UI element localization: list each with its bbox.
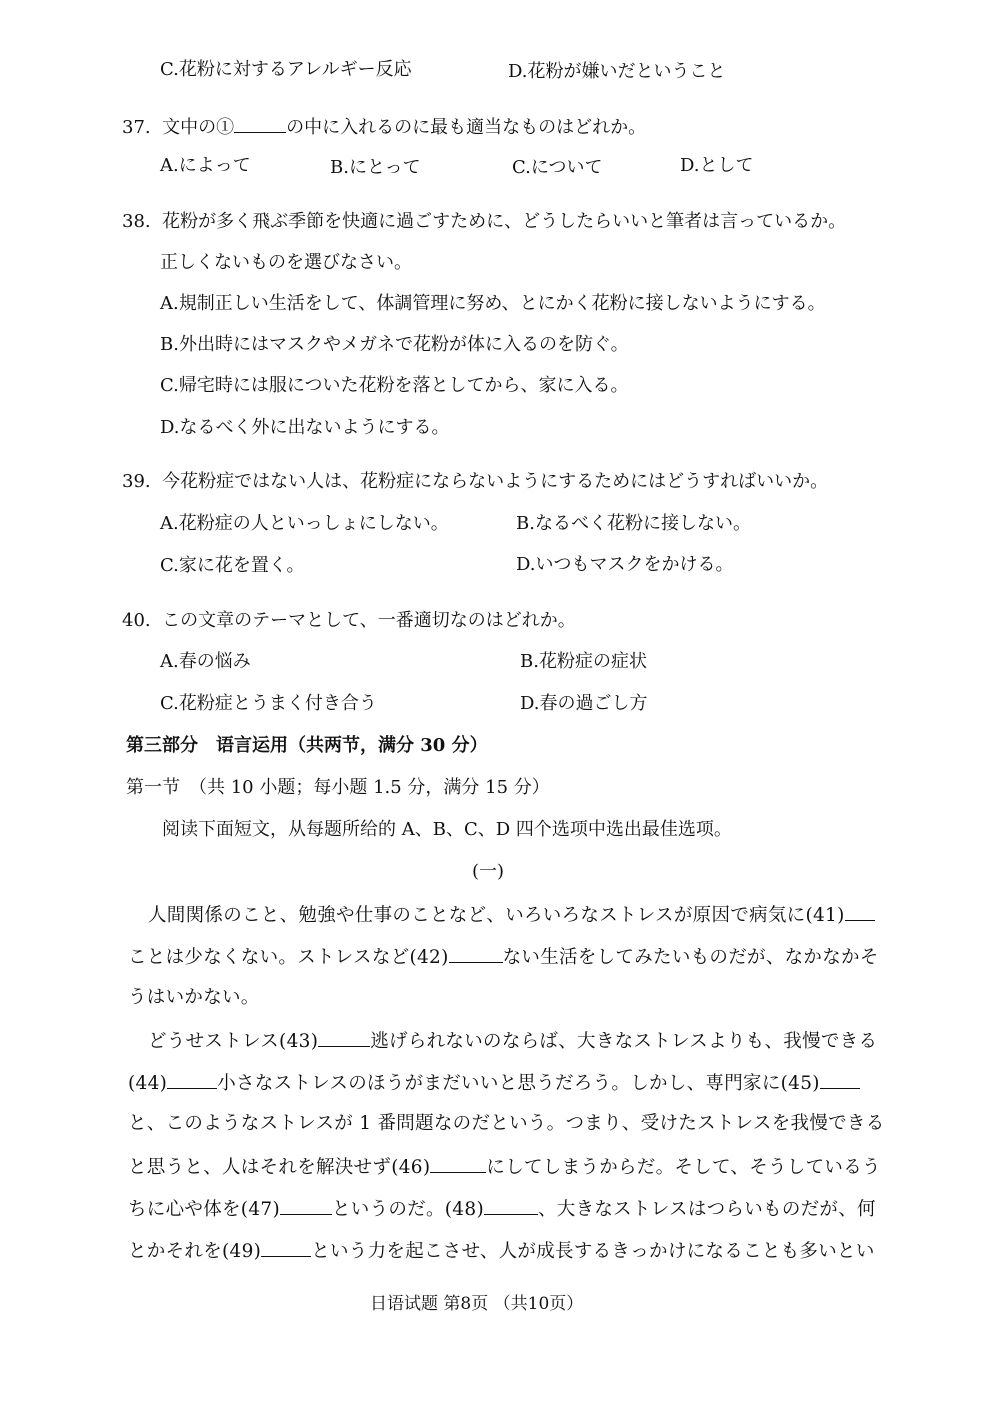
q37-stem [122,114,646,140]
q37-stem-text-b: の中に入れるのに最も適当なものはどれか。 [286,117,647,138]
answer-blank [234,114,286,133]
q39-option-c: C.家に花を置く。 [160,555,305,576]
q38-stem [122,210,846,234]
passage-number: (一) [472,861,505,882]
blank-47 [280,1196,332,1215]
q39-option-a: A.花粉症の人といっしょにしない。 [160,513,449,534]
passage-line-6: と、このようなストレスが 1 番問題なのだという。つまり、受けたストレスを我慢できる [128,1113,885,1134]
blank-43 [318,1028,370,1047]
part3-heading: 第三部分 语言运用（共两节，满分 30 分） [126,735,488,756]
q39-stem [122,470,828,494]
passage-text: とかそれを(49) [128,1241,262,1262]
passage-text: ない生活をしてみたいものだが、なかなかそ [502,947,879,968]
q37-option-c: C.について [512,157,603,178]
q38-option-d: D.なるべく外に出ないようにする。 [160,417,450,438]
passage-text: 小さなストレスのほうがまだいいと思うだろう。しかし、専門家に(45) [217,1073,820,1094]
passage-line-8 [128,1196,876,1222]
section1-heading: 第一节 （共 10 小题；每小题 1.5 分，满分 15 分） [126,777,550,798]
passage-text: (44) [128,1073,168,1094]
passage-text: にしてしまうからだ。そして、そうしているう [486,1157,881,1178]
passage-line-5 [128,1070,860,1096]
q36-option-d: D.花粉が嫌いだということ [508,61,726,82]
q37-option-a: A.によって [160,155,251,176]
passage-line-4 [148,1028,877,1054]
passage-text: 、大きなストレスはつらいものだが、何 [537,1199,876,1220]
blank-45 [820,1070,860,1089]
q37-option-b: B.にとって [330,157,421,178]
passage-line-2 [128,944,879,970]
passage-text: という力を起こさせ、人が成長するきっかけになることも多いとい [311,1241,875,1262]
passage-text: ちに心や体を(47) [128,1199,280,1220]
instruction-text: 阅读下面短文，从每题所给的 A、B、C、D 四个选项中选出最佳选项。 [162,819,732,840]
q38-option-c: C.帰宅時には服についた花粉を落としてから、家に入る。 [160,375,629,396]
q37-stem-text-a: 文中の① [162,117,235,138]
passage-line-3: うはいかない。 [128,987,260,1008]
passage-line-1 [148,902,875,928]
question-number: 38. [122,211,151,232]
q40-stem-text: この文章のテーマとして、一番適切なのはどれか。 [162,610,576,631]
blank-44 [167,1070,217,1089]
q37-option-d: D.として [680,155,754,176]
q39-option-b: B.なるべく花粉に接しない。 [516,513,751,534]
passage-text: と思うと、人はそれを解決せず(46) [128,1157,431,1178]
passage-line-9 [128,1238,875,1264]
passage-text: 逃げられないのならば、大きなストレスよりも、我慢できる [370,1031,878,1052]
blank-42 [449,944,503,963]
blank-46 [430,1154,486,1173]
q39-stem-text: 今花粉症ではない人は、花粉症にならないようにするためにはどうすればいいか。 [162,471,829,492]
passage-text: 人間関係のこと、勉強や仕事のことなど、いろいろなストレスが原因で病気に(41) [148,905,845,926]
passage-line-7 [128,1154,881,1180]
q40-option-b: B.花粉症の症状 [520,651,647,672]
blank-48 [484,1196,538,1215]
q40-stem [122,609,576,633]
q40-option-a: A.春の悩み [160,651,251,672]
question-number: 39. [122,471,151,492]
q38-stem-text: 花粉が多く飛ぶ季節を快適に過ごすために、どうしたらいいと筆者は言っているか。 [162,211,847,232]
blank-49 [261,1238,311,1257]
passage-text: ことは少なくない。ストレスなど(42) [128,947,449,968]
q36-option-c: C.花粉に対するアレルギー反応 [160,59,412,80]
q38-option-a: A.規制正しい生活をして、体調管理に努め、とにかく花粉に接しないようにする。 [160,293,826,314]
q40-option-d: D.春の過ごし方 [520,693,648,714]
page-footer: 日语试题 第8页 （共10页） [370,1294,584,1314]
q39-option-d: D.いつもマスクをかける。 [516,554,734,575]
question-number: 40. [122,610,151,631]
q40-option-c: C.花粉症とうまく付き合う [160,693,377,714]
q38-option-b: B.外出時にはマスクやメガネで花粉が体に入るのを防ぐ。 [160,334,629,355]
q38-stem-line2: 正しくないものを選びなさい。 [160,252,412,273]
blank-41 [845,902,875,921]
question-number: 37. [122,117,151,138]
passage-text: というのだ。(48) [331,1199,484,1220]
passage-text: どうせストレス(43) [148,1031,319,1052]
